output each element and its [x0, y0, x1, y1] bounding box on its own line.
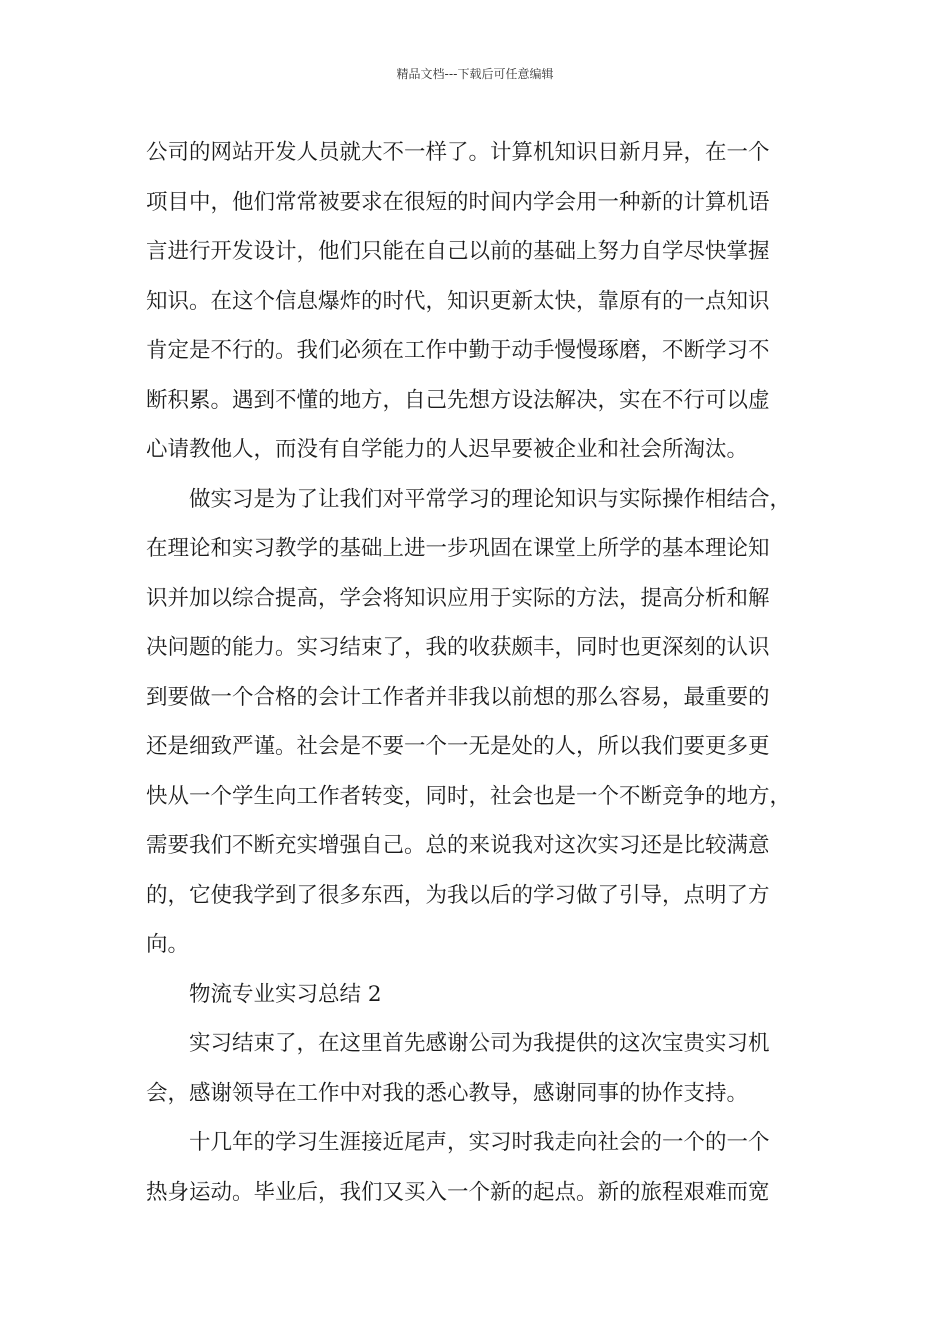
document-body — [146, 128, 816, 1217]
text-line: 识并加以综合提高，学会将知识应用于实际的方法，提高分析和解 — [146, 585, 770, 611]
text-line: 项目中，他们常常被要求在很短的时间内学会用一种新的计算机语 — [146, 189, 770, 215]
text-line: 知识。在这个信息爆炸的时代，知识更新太快，靠原有的一点知识 — [146, 288, 770, 314]
paragraph-start-line: 实习结束了，在这里首先感谢公司为我提供的这次宝贵实习机 — [189, 1031, 770, 1056]
text-line: 言进行开发设计，他们只能在自己以前的基础上努力自学尽快掌握 — [146, 239, 770, 264]
text-line: 公司的网站开发人员就大不一样了。计算机知识日新月异，在一个 — [146, 140, 770, 165]
text-line: 决问题的能力。实习结束了，我的收获颇丰，同时也更深刻的认识 — [146, 635, 770, 660]
text-line: 肯定是不行的。我们必须在工作中勤于动手慢慢琢磨，不断学习不 — [146, 338, 770, 363]
paragraph-start-line: 十几年的学习生涯接近尾声，实习时我走向社会的一个的一个 — [189, 1130, 770, 1155]
text-line: 需要我们不断充实增强自己。总的来说我对这次实习还是比较满意 — [146, 833, 770, 858]
text-line: 断积累。遇到不懂的地方，自己先想方设法解决，实在不行可以虚 — [146, 387, 770, 413]
page-header: 精品文档---下载后可任意编辑 — [396, 67, 554, 81]
text-line: 还是细致严谨。社会是不要一个一无是处的人，所以我们要更多更 — [146, 734, 770, 759]
text-line: 会，感谢领导在工作中对我的悉心教导，感谢同事的协作支持。 — [146, 1080, 749, 1106]
text-line: 快从一个学生向工作者转变，同时，社会也是一个不断竞争的地方， — [146, 783, 792, 809]
text-line: 到要做一个合格的会计工作者并非我以前想的那么容易，最重要的 — [146, 684, 770, 710]
text-line: 向。 — [146, 932, 190, 957]
text-line: 在理论和实习教学的基础上进一步巩固在课堂上所学的基本理论知 — [146, 536, 770, 561]
text-line: 心请教他人，而没有自学能力的人迟早要被企业和社会所淘汰。 — [146, 437, 749, 462]
text-line: 的，它使我学到了很多东西，为我以后的学习做了引导，点明了方 — [146, 882, 770, 908]
paragraph-start-line: 做实习是为了让我们对平常学习的理论知识与实际操作相结合， — [189, 486, 792, 512]
text-line: 热身运动。毕业后，我们又买入一个新的起点。新的旅程艰难而宽 — [146, 1179, 770, 1205]
section-heading: 物流专业实习总结 2 — [189, 981, 382, 1007]
